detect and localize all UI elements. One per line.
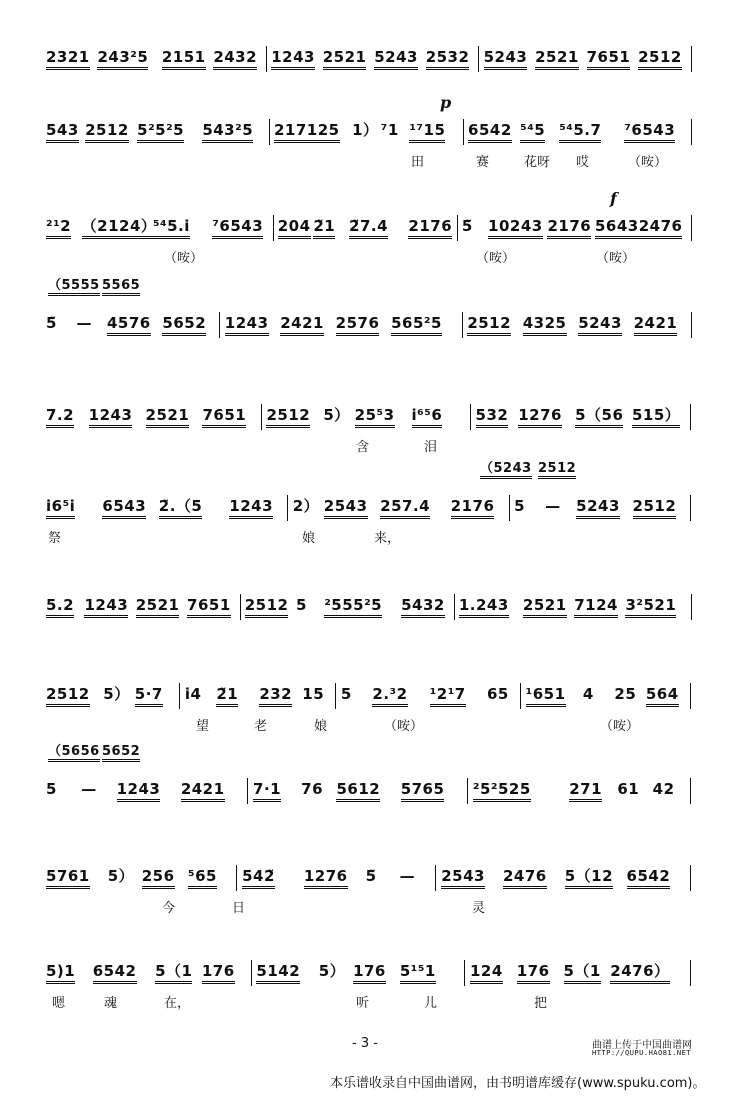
lyric-syllable: 嗯 — [52, 996, 66, 1011]
bar-line — [509, 495, 510, 521]
note-group: ⁷1 — [380, 121, 399, 139]
score-row — [44, 683, 704, 735]
score-row — [44, 404, 704, 456]
note-group: 5·7 — [135, 685, 163, 707]
lyric-syllable: 赛 — [476, 155, 490, 170]
note-group: 2.³2 — [372, 685, 407, 707]
note-group: 5652 — [162, 314, 206, 336]
score-row — [44, 865, 704, 917]
ornament-prefix: 2512 — [538, 461, 576, 479]
note-group: 257.4 — [380, 497, 430, 519]
bar-line — [690, 865, 691, 891]
bar-line — [261, 404, 262, 430]
note-group: 2432 — [213, 48, 257, 70]
note-group: 2176 — [547, 217, 591, 239]
lyrics-line — [44, 149, 704, 171]
note-group: 2512 — [633, 497, 677, 519]
note-group: 5） — [323, 406, 350, 424]
note-group: ⁵65 — [188, 867, 217, 889]
note-group: 2521 — [323, 48, 367, 70]
note-group: ²5²525 — [473, 780, 531, 802]
note-group: 1.243 — [459, 596, 509, 618]
note-group: 564 — [646, 685, 679, 707]
lyric-syllable: 老 — [254, 719, 268, 734]
bar-line — [219, 312, 220, 338]
note-group: 2421 — [280, 314, 324, 336]
note-group: 5 — [296, 596, 307, 614]
notation-line — [44, 189, 704, 245]
note-group: 2151 — [162, 48, 206, 70]
notation-line — [44, 744, 704, 808]
note-group: 1243 — [225, 314, 269, 336]
note-group: 2512 — [638, 48, 682, 70]
score-row — [44, 189, 704, 267]
note-group: 2576 — [336, 314, 380, 336]
bar-line — [435, 865, 436, 891]
bar-line — [691, 119, 692, 145]
note-group: 515） — [632, 406, 680, 428]
lyric-syllable: （咹） — [164, 251, 204, 266]
note-group: 7·1 — [253, 780, 281, 802]
note-group: 532 — [476, 406, 509, 428]
lyrics-line — [44, 990, 704, 1012]
note-group: 7651 — [202, 406, 246, 428]
note-group: 7124 — [574, 596, 618, 618]
note-group: 5¹⁵1 — [400, 962, 436, 984]
lyrics-line — [44, 895, 704, 917]
lyric-syllable: 灵 — [472, 901, 486, 916]
lyrics-line — [44, 434, 704, 456]
lyric-syllable: 今 — [162, 901, 176, 916]
note-group: 5.2 — [46, 596, 74, 618]
note-group: 5（1 — [155, 962, 192, 984]
ornament-prefix: （5656 — [48, 744, 100, 762]
bar-line — [457, 215, 458, 241]
note-group: ²555²5 — [324, 596, 382, 618]
note-group: ²¹2 — [46, 217, 71, 239]
note-group: 1243 — [271, 48, 315, 70]
note-group: 1243 — [89, 406, 133, 428]
note-group: — — [399, 867, 416, 885]
note-group: i⁶⁵6 — [412, 406, 443, 428]
note-group: 5432 — [401, 596, 445, 618]
note-group: 2512 — [266, 406, 310, 428]
note-group: 76 — [301, 780, 324, 798]
score-row — [44, 46, 704, 76]
note-group: 271 — [569, 780, 602, 802]
bar-line — [690, 778, 691, 804]
lyric-syllable: 哎 — [576, 155, 590, 170]
lyric-syllable: 在， — [164, 996, 191, 1011]
source-credit: 本乐谱收录自中国曲谱网，由书明谱库缓存(www.spuku.com)。 — [330, 1076, 706, 1091]
note-group: ⁷6543 — [212, 217, 263, 239]
lyric-syllable: 日 — [232, 901, 246, 916]
score-row — [44, 594, 704, 624]
note-group: 2421 — [181, 780, 225, 802]
notation-line — [44, 865, 704, 895]
note-group: 7.2 — [46, 406, 74, 428]
note-group: 25 — [614, 685, 637, 703]
note-group: 232 — [259, 685, 292, 707]
note-group: 42 — [652, 780, 675, 798]
note-group: 2512 — [46, 685, 90, 707]
note-group: 6542 — [93, 962, 137, 984]
note-group: 15 — [302, 685, 325, 703]
note-group: 6542 — [468, 121, 512, 143]
note-group: 5（12 — [565, 867, 613, 889]
note-group: 5243 — [374, 48, 418, 70]
bar-line — [463, 119, 464, 145]
note-group: 542̃ — [242, 867, 275, 889]
note-group: 2543 — [441, 867, 485, 889]
note-group: 2176 — [408, 217, 452, 239]
note-group: 5̃ — [365, 867, 377, 885]
notation-line — [44, 46, 704, 76]
note-group: 256 — [142, 867, 175, 889]
bar-line — [690, 495, 691, 521]
bar-line — [470, 404, 471, 430]
note-group: 2543 — [324, 497, 368, 519]
note-group: 56432476 — [595, 217, 683, 239]
bar-line — [462, 312, 463, 338]
note-group: 5 — [514, 497, 526, 515]
ornament-prefix: （5243 — [480, 461, 532, 479]
note-group: 6543 — [102, 497, 146, 519]
lyric-syllable: 花呀 — [524, 155, 551, 170]
notation-line — [44, 404, 704, 434]
note-group: 176 — [202, 962, 235, 984]
note-group: 204 — [278, 217, 311, 239]
note-group: ⁵⁴5.i — [153, 217, 190, 239]
bar-line — [691, 594, 692, 620]
note-group: 2̃1 — [313, 217, 335, 239]
note-group: 4 — [582, 685, 594, 703]
note-group: ¹651 — [526, 685, 566, 707]
lyric-syllable: 祭 — [48, 531, 62, 546]
note-group: 176 — [353, 962, 386, 984]
bar-line — [464, 960, 465, 986]
note-group: 2̃.（5 — [159, 497, 203, 519]
lyric-syllable: 望 — [196, 719, 210, 734]
lyric-syllable: 来， — [374, 531, 401, 546]
note-group: 176 — [517, 962, 550, 984]
note-group: 124 — [470, 962, 503, 984]
note-group: 1243 — [117, 780, 161, 802]
note-group: 1276 — [304, 867, 348, 889]
note-group: 1243 — [84, 596, 128, 618]
note-group: 5̃ — [46, 314, 57, 332]
note-group: 5612 — [336, 780, 380, 802]
bar-line — [690, 683, 691, 709]
bar-line — [691, 312, 692, 338]
note-group: 5） — [103, 685, 130, 703]
lyric-syllable: （咹） — [600, 719, 640, 734]
bar-line — [691, 215, 692, 241]
lyric-syllable: 娘 — [314, 719, 328, 734]
note-group: ⁵⁴5.7 — [559, 121, 601, 143]
note-group: 543 — [46, 121, 79, 143]
note-group: 7651 — [587, 48, 631, 70]
note-group: 543²5 — [202, 121, 253, 143]
note-group: 5 — [46, 780, 57, 798]
note-group: 2521 — [146, 406, 190, 428]
note-group: 3²521 — [625, 596, 676, 618]
bar-line — [478, 46, 479, 72]
notation-line — [44, 683, 704, 713]
note-group: 5243 — [576, 497, 620, 519]
lyrics-line — [44, 525, 704, 547]
note-group: 5） — [318, 962, 346, 980]
notation-line — [44, 278, 704, 342]
lyric-syllable: 娘 — [302, 531, 316, 546]
page-number: - 3 - — [352, 1036, 378, 1051]
lyric-syllable: （咹） — [628, 155, 668, 170]
score-row — [44, 93, 704, 171]
note-group: 61 — [617, 780, 640, 798]
note-group: 2512 — [467, 314, 511, 336]
bar-line — [454, 594, 455, 620]
note-group: 2476 — [503, 867, 547, 889]
note-group: 2521 — [535, 48, 579, 70]
note-group: ⁷6543 — [624, 121, 675, 143]
note-group: 2176 — [451, 497, 495, 519]
note-group: ⁵⁴5 — [520, 121, 545, 143]
dynamic-marking: f — [610, 189, 617, 208]
note-group: 5243 — [484, 48, 528, 70]
bar-line — [287, 495, 288, 521]
bar-line — [240, 594, 241, 620]
note-group: 2321 — [46, 48, 90, 70]
note-group: ¹⁷15 — [409, 121, 445, 143]
note-group: 1276 — [518, 406, 562, 428]
note-group: 5²5²5 — [137, 121, 184, 143]
note-group: 2532 — [426, 48, 470, 70]
score-row — [44, 278, 704, 342]
note-group: 5)1 — [46, 962, 75, 984]
note-group: — — [81, 780, 97, 798]
note-group: 7651 — [187, 596, 231, 618]
bar-line — [236, 865, 237, 891]
note-group: — — [76, 314, 92, 332]
note-group: 1243 — [229, 497, 273, 519]
lyric-syllable: （咹） — [476, 251, 516, 266]
bar-line — [691, 46, 692, 72]
watermark-url: HTTP://QUPU.HAO81.NET — [592, 1049, 692, 1057]
lyrics-line — [44, 245, 704, 267]
note-group: 2421 — [634, 314, 678, 336]
note-group: 2̃7.4 — [349, 217, 388, 239]
note-group: 5761 — [46, 867, 90, 889]
lyric-syllable: 听 — [356, 996, 370, 1011]
note-group: （2124） — [82, 217, 157, 239]
bar-line — [269, 119, 270, 145]
lyric-syllable: （咹） — [384, 719, 424, 734]
lyric-syllable: 含 — [356, 440, 370, 455]
bar-line — [467, 778, 468, 804]
lyric-syllable: 魂 — [104, 996, 118, 1011]
note-group: 5（56 — [575, 406, 623, 428]
bar-line — [247, 778, 248, 804]
note-group: 2512 — [245, 596, 289, 618]
note-group: 6542 — [627, 867, 671, 889]
note-group: 65 — [486, 685, 509, 703]
note-group: 5（1 — [564, 962, 601, 984]
bar-line — [690, 404, 691, 430]
note-group: 565²5 — [391, 314, 442, 336]
note-group: 2̃1 — [216, 685, 238, 707]
score-row — [44, 461, 704, 547]
note-group: 2512 — [85, 121, 129, 143]
note-group: 5243 — [578, 314, 622, 336]
note-group: 4325 — [523, 314, 567, 336]
lyrics-line — [44, 713, 704, 735]
note-group: 4576 — [107, 314, 151, 336]
note-group: 10243 — [488, 217, 543, 239]
lyric-syllable: 儿 — [424, 996, 438, 1011]
note-group: 5142 — [256, 962, 300, 984]
note-group: 243²5 — [97, 48, 148, 70]
note-group: 2521 — [136, 596, 180, 618]
note-group: 2476） — [610, 962, 669, 984]
note-group: i4 — [184, 685, 202, 703]
bar-line — [266, 46, 267, 72]
note-group: 217125 — [274, 121, 340, 143]
notation-line — [44, 461, 704, 525]
note-group: i6⁵i — [46, 497, 75, 519]
bar-line — [520, 683, 521, 709]
watermark-site-name: 曲谱上传于中国曲谱网 — [592, 1040, 692, 1051]
note-group: 2） — [292, 497, 320, 515]
lyric-syllable: （咹） — [596, 251, 636, 266]
score-row — [44, 960, 704, 1012]
lyric-syllable: 田 — [411, 155, 425, 170]
notation-line — [44, 93, 704, 149]
note-group: 5765 — [401, 780, 445, 802]
ornament-prefix: 5565 — [102, 278, 140, 296]
bar-line — [690, 960, 691, 986]
lyric-syllable: 泪 — [424, 440, 438, 455]
note-group: 5̃ — [461, 217, 473, 235]
note-group: 1） — [352, 121, 379, 139]
note-group: ¹2¹7 — [430, 685, 466, 707]
notation-line — [44, 594, 704, 624]
bar-line — [273, 215, 274, 241]
bar-line — [251, 960, 252, 986]
ornament-prefix: 5652 — [102, 744, 140, 762]
ornament-prefix: （5555 — [48, 278, 100, 296]
note-group: 5） — [107, 867, 135, 885]
note-group: 5 — [340, 685, 352, 703]
bar-line — [335, 683, 336, 709]
dynamic-marking: p — [440, 93, 452, 112]
note-group: — — [545, 497, 561, 515]
score-row — [44, 744, 704, 808]
lyric-syllable: 把 — [534, 996, 548, 1011]
note-group: 2521 — [523, 596, 567, 618]
notation-line — [44, 960, 704, 990]
note-group: 25⁵3 — [355, 406, 395, 428]
bar-line — [179, 683, 180, 709]
